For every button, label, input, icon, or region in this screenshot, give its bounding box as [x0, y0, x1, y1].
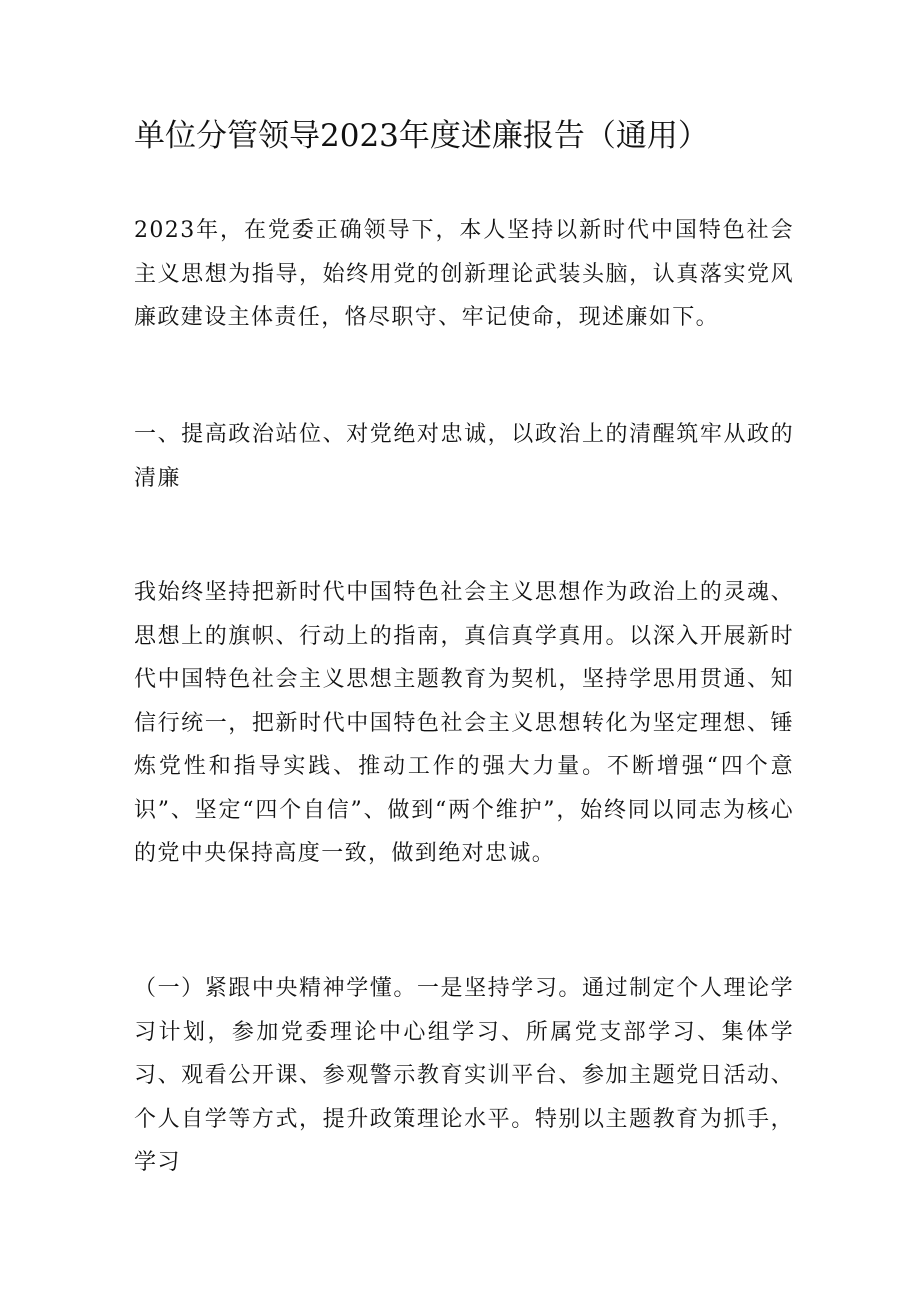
document-title: 单位分管领导2023年度述廉报告（通用） — [134, 118, 709, 154]
intro-paragraph: 2023年，在党委正确领导下，本人坚持以新时代中国特色社会主义思想为指导，始终用党的创新理论武装头脑，认真落实党风廉政建设主体责任，恪尽职守、牢记使命，现述廉如下。 — [134, 218, 794, 330]
body-paragraph-2: （一）紧跟中央精神学懂。一是坚持学习。通过制定个人理论学习计划，参加党委理论中心组学习、所属党支部学习、集体学习、观看公开课、参观警示教育实训平台、参加主题党日活动、个人自学等方式，提升政策理论水平。特别以主题教育为抓手，学习 — [134, 976, 794, 1175]
section-heading-1: 一、提高政治站位、对党绝对忠诚，以政治上的清醒筑牢从政的清廉 — [134, 422, 794, 491]
body-paragraph-1: 我始终坚持把新时代中国特色社会主义思想作为政治上的灵魂、思想上的旗帜、行动上的指南，真信真学真用。以深入开展新时代中国特色社会主义思想主题教育为契机，坚持学思用贯通、知信行统一，把新时代中国特色社会主义思想转化为坚定理想、锤炼党性和指导实践、推动工作的强大力量。不断增强“四个意识”、坚定“四个自信”、做到“两个维护”，始终同以同志为核心的党中央保持高度一致，做到绝对忠诚。 — [134, 580, 794, 866]
